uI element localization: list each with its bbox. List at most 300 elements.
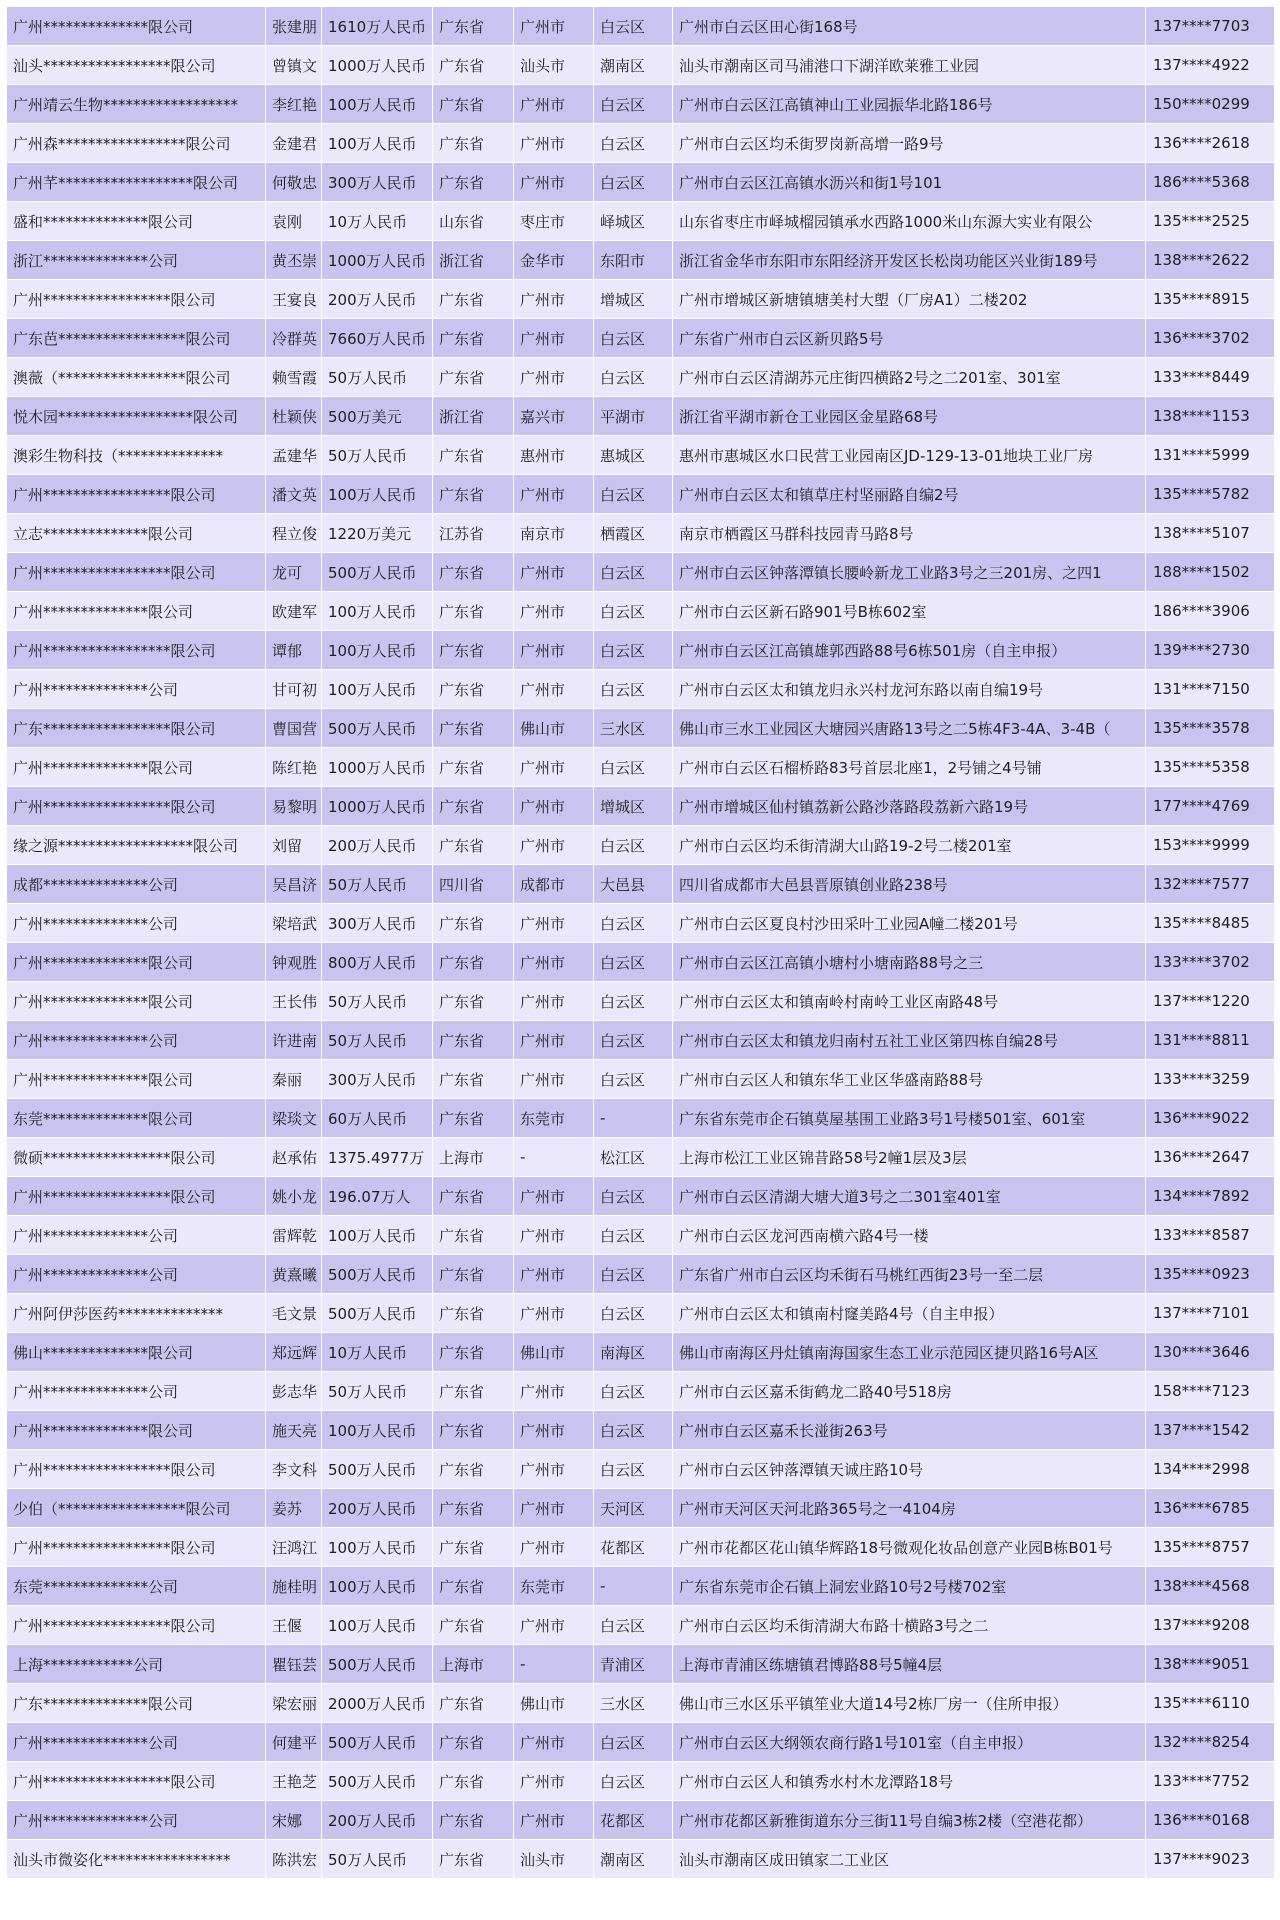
address-cell: 广州市增城区仙村镇荔新公路沙落路段荔新六路19号 [673,787,1146,826]
province-cell: 浙江省 [433,397,514,436]
company-name-cell: 广东芭*****************限公司 [7,319,266,358]
company-name-cell: 广州*****************限公司 [7,1762,266,1801]
city-cell: - [514,1645,594,1684]
province-cell: 广东省 [433,670,514,709]
address-cell: 广州市白云区嘉禾长湴街263号 [673,1411,1146,1450]
province-cell: 广东省 [433,1840,514,1879]
table-row [7,7,1275,46]
table-row [7,982,1275,1021]
table-row [7,163,1275,202]
city-cell: 广州市 [514,85,594,124]
city-cell: 汕头市 [514,46,594,85]
phone-cell: 158****7123 [1146,1372,1275,1411]
province-cell: 四川省 [433,865,514,904]
district-cell: 白云区 [594,1606,673,1645]
registered-capital-cell: 300万人民币 [322,163,433,202]
phone-cell: 135****5358 [1146,748,1275,787]
legal-rep-cell: 姜苏 [266,1489,322,1528]
registered-capital-cell: 1375.4977万 [322,1138,433,1177]
province-cell: 广东省 [433,1762,514,1801]
phone-cell: 136****0168 [1146,1801,1275,1840]
city-cell: 广州市 [514,280,594,319]
table-row [7,1840,1275,1879]
phone-cell: 137****7703 [1146,7,1275,46]
legal-rep-cell: 龙可 [266,553,322,592]
table-row [7,1099,1275,1138]
address-cell: 广州市白云区太和镇草庄村坚丽路自编2号 [673,475,1146,514]
legal-rep-cell: 曾镇文 [266,46,322,85]
address-cell: 广东省广州市白云区新贝路5号 [673,319,1146,358]
registered-capital-cell: 500万人民币 [322,553,433,592]
legal-rep-cell: 赖雪霞 [266,358,322,397]
province-cell: 上海市 [433,1138,514,1177]
registered-capital-cell: 1000万人民币 [322,241,433,280]
city-cell: 广州市 [514,553,594,592]
legal-rep-cell: 许进南 [266,1021,322,1060]
district-cell: 花都区 [594,1528,673,1567]
province-cell: 广东省 [433,319,514,358]
address-cell: 山东省枣庄市峄城榴园镇承水西路1000米山东源大实业有限公 [673,202,1146,241]
address-cell: 广州市白云区太和镇南村窿美路4号（自主申报） [673,1294,1146,1333]
phone-cell: 133****8449 [1146,358,1275,397]
registered-capital-cell: 100万人民币 [322,631,433,670]
phone-cell: 135****8757 [1146,1528,1275,1567]
table-row [7,1450,1275,1489]
registered-capital-cell: 50万人民币 [322,1021,433,1060]
company-name-cell: 广州**************公司 [7,904,266,943]
city-cell: 广州市 [514,1606,594,1645]
province-cell: 广东省 [433,1216,514,1255]
phone-cell: 137****9208 [1146,1606,1275,1645]
registered-capital-cell: 100万人民币 [322,124,433,163]
legal-rep-cell: 冷群英 [266,319,322,358]
address-cell: 广州市白云区江高镇水沥兴和街1号101 [673,163,1146,202]
province-cell: 广东省 [433,1021,514,1060]
registered-capital-cell: 2000万人民币 [322,1684,433,1723]
district-cell: 松江区 [594,1138,673,1177]
company-name-cell: 广州**************公司 [7,1216,266,1255]
district-cell: 白云区 [594,1294,673,1333]
phone-cell: 177****4769 [1146,787,1275,826]
district-cell: 白云区 [594,358,673,397]
table-row [7,1762,1275,1801]
district-cell: 白云区 [594,1762,673,1801]
province-cell: 广东省 [433,631,514,670]
phone-cell: 186****3906 [1146,592,1275,631]
phone-cell: 137****7101 [1146,1294,1275,1333]
phone-cell: 132****7577 [1146,865,1275,904]
phone-cell: 138****9051 [1146,1645,1275,1684]
registered-capital-cell: 500万人民币 [322,1450,433,1489]
registered-capital-cell: 100万人民币 [322,1411,433,1450]
address-cell: 佛山市三水区乐平镇笙业大道14号2栋厂房一（住所申报） [673,1684,1146,1723]
district-cell: 白云区 [594,1411,673,1450]
phone-cell: 133****3259 [1146,1060,1275,1099]
city-cell: 广州市 [514,319,594,358]
legal-rep-cell: 赵承佑 [266,1138,322,1177]
phone-cell: 188****1502 [1146,553,1275,592]
registered-capital-cell: 800万人民币 [322,943,433,982]
phone-cell: 135****8915 [1146,280,1275,319]
registered-capital-cell: 196.07万人 [322,1177,433,1216]
legal-rep-cell: 王长伟 [266,982,322,1021]
district-cell: 峄城区 [594,202,673,241]
legal-rep-cell: 李红艳 [266,85,322,124]
table-row [7,1606,1275,1645]
legal-rep-cell: 吴昌济 [266,865,322,904]
district-cell: 白云区 [594,1450,673,1489]
registered-capital-cell: 500万人民币 [322,1645,433,1684]
city-cell: 广州市 [514,1294,594,1333]
legal-rep-cell: 雷辉乾 [266,1216,322,1255]
table-row [7,826,1275,865]
registered-capital-cell: 200万人民币 [322,280,433,319]
registered-capital-cell: 100万人民币 [322,1606,433,1645]
province-cell: 山东省 [433,202,514,241]
province-cell: 广东省 [433,124,514,163]
city-cell: 汕头市 [514,1840,594,1879]
address-cell: 广州市白云区钟落潭镇天诚庄路10号 [673,1450,1146,1489]
table-row [7,202,1275,241]
province-cell: 广东省 [433,46,514,85]
district-cell: 白云区 [594,592,673,631]
address-cell: 广州市白云区嘉禾街鹤龙二路40号518房 [673,1372,1146,1411]
province-cell: 广东省 [433,1372,514,1411]
table-row [7,1255,1275,1294]
legal-rep-cell: 王宴良 [266,280,322,319]
district-cell: 白云区 [594,85,673,124]
legal-rep-cell: 欧建军 [266,592,322,631]
legal-rep-cell: 梁宏丽 [266,1684,322,1723]
company-name-cell: 广州**************公司 [7,1372,266,1411]
city-cell: 广州市 [514,748,594,787]
address-cell: 汕头市潮南区司马浦港口下湖洋欧莱雅工业园 [673,46,1146,85]
table-row [7,1411,1275,1450]
district-cell: 白云区 [594,319,673,358]
phone-cell: 135****5782 [1146,475,1275,514]
address-cell: 广州市白云区太和镇龙归永兴村龙河东路以南自编19号 [673,670,1146,709]
city-cell: 广州市 [514,631,594,670]
city-cell: 广州市 [514,1372,594,1411]
phone-cell: 186****5368 [1146,163,1275,202]
table-row [7,358,1275,397]
registered-capital-cell: 7660万人民币 [322,319,433,358]
province-cell: 广东省 [433,1567,514,1606]
legal-rep-cell: 程立俊 [266,514,322,553]
registered-capital-cell: 10万人民币 [322,202,433,241]
legal-rep-cell: 施天亮 [266,1411,322,1450]
address-cell: 广州市白云区太和镇南岭村南岭工业区南路48号 [673,982,1146,1021]
city-cell: 广州市 [514,787,594,826]
district-cell: 栖霞区 [594,514,673,553]
company-name-cell: 广州**************限公司 [7,748,266,787]
address-cell: 广州市白云区江高镇小塘村小塘南路88号之三 [673,943,1146,982]
province-cell: 广东省 [433,85,514,124]
district-cell: 白云区 [594,553,673,592]
phone-cell: 138****2622 [1146,241,1275,280]
city-cell: 广州市 [514,1021,594,1060]
district-cell: 白云区 [594,1372,673,1411]
legal-rep-cell: 黄熹曦 [266,1255,322,1294]
district-cell: 青浦区 [594,1645,673,1684]
phone-cell: 135****0923 [1146,1255,1275,1294]
province-cell: 广东省 [433,1060,514,1099]
district-cell: 白云区 [594,1255,673,1294]
table-row [7,1801,1275,1840]
district-cell: 白云区 [594,1021,673,1060]
district-cell: 白云区 [594,475,673,514]
district-cell: 白云区 [594,1216,673,1255]
legal-rep-cell: 姚小龙 [266,1177,322,1216]
legal-rep-cell: 施桂明 [266,1567,322,1606]
district-cell: 增城区 [594,280,673,319]
legal-rep-cell: 曹国营 [266,709,322,748]
phone-cell: 138****1153 [1146,397,1275,436]
legal-rep-cell: 黄丕崇 [266,241,322,280]
phone-cell: 132****8254 [1146,1723,1275,1762]
phone-cell: 133****7752 [1146,1762,1275,1801]
table-body [7,7,1275,1879]
province-cell: 广东省 [433,1450,514,1489]
company-name-cell: 广州**************限公司 [7,7,266,46]
table-row [7,592,1275,631]
company-name-cell: 广州**************公司 [7,1723,266,1762]
legal-rep-cell: 郑远辉 [266,1333,322,1372]
district-cell: 白云区 [594,670,673,709]
legal-rep-cell: 瞿钰芸 [266,1645,322,1684]
company-name-cell: 广州**************限公司 [7,1411,266,1450]
registered-capital-cell: 300万人民币 [322,1060,433,1099]
phone-cell: 136****3702 [1146,319,1275,358]
city-cell: 广州市 [514,592,594,631]
district-cell: 白云区 [594,163,673,202]
company-name-cell: 广州森*****************限公司 [7,124,266,163]
city-cell: 广州市 [514,1216,594,1255]
registered-capital-cell: 100万人民币 [322,85,433,124]
address-cell: 广东省东莞市企石镇上洞宏业路10号2号楼702室 [673,1567,1146,1606]
city-cell: 广州市 [514,826,594,865]
address-cell: 广州市白云区江高镇雄郭西路88号6栋501房（自主申报） [673,631,1146,670]
registered-capital-cell: 10万人民币 [322,1333,433,1372]
table-row [7,670,1275,709]
company-name-cell: 广州**************限公司 [7,982,266,1021]
district-cell: 天河区 [594,1489,673,1528]
legal-rep-cell: 潘文英 [266,475,322,514]
province-cell: 广东省 [433,1333,514,1372]
district-cell: 惠城区 [594,436,673,475]
table-row [7,553,1275,592]
province-cell: 广东省 [433,904,514,943]
address-cell: 上海市青浦区练塘镇君博路88号5幢4层 [673,1645,1146,1684]
table-row [7,1645,1275,1684]
company-name-cell: 广州*****************限公司 [7,1528,266,1567]
district-cell: 花都区 [594,1801,673,1840]
district-cell: 大邑县 [594,865,673,904]
table-row [7,748,1275,787]
company-name-cell: 东莞**************公司 [7,1567,266,1606]
table-row [7,1489,1275,1528]
province-cell: 广东省 [433,280,514,319]
table-row [7,1528,1275,1567]
legal-rep-cell: 孟建华 [266,436,322,475]
table-row [7,436,1275,475]
company-name-cell: 缘之源******************限公司 [7,826,266,865]
table-row [7,1138,1275,1177]
registered-capital-cell: 1610万人民币 [322,7,433,46]
registered-capital-cell: 100万人民币 [322,1567,433,1606]
phone-cell: 153****9999 [1146,826,1275,865]
company-name-cell: 广州**************限公司 [7,592,266,631]
table-row [7,904,1275,943]
address-cell: 汕头市潮南区成田镇家二工业区 [673,1840,1146,1879]
registered-capital-cell: 300万人民币 [322,904,433,943]
company-name-cell: 上海************公司 [7,1645,266,1684]
legal-rep-cell: 易黎明 [266,787,322,826]
legal-rep-cell: 金建君 [266,124,322,163]
registered-capital-cell: 100万人民币 [322,1528,433,1567]
phone-cell: 130****3646 [1146,1333,1275,1372]
table-row [7,241,1275,280]
phone-cell: 136****9022 [1146,1099,1275,1138]
registered-capital-cell: 1220万美元 [322,514,433,553]
company-name-cell: 佛山**************限公司 [7,1333,266,1372]
registered-capital-cell: 50万人民币 [322,865,433,904]
district-cell: 白云区 [594,1723,673,1762]
legal-rep-cell: 李文科 [266,1450,322,1489]
company-name-cell: 澳彩生物科技（************** [7,436,266,475]
address-cell: 广州市白云区清湖苏元庄街四横路2号之二201室、301室 [673,358,1146,397]
province-cell: 广东省 [433,1294,514,1333]
address-cell: 广州市白云区石榴桥路83号首层北座1，2号铺之4号铺 [673,748,1146,787]
city-cell: 广州市 [514,1489,594,1528]
table-row [7,1294,1275,1333]
province-cell: 浙江省 [433,241,514,280]
phone-cell: 136****2618 [1146,124,1275,163]
district-cell: 三水区 [594,709,673,748]
table-row [7,397,1275,436]
province-cell: 广东省 [433,7,514,46]
city-cell: 广州市 [514,1411,594,1450]
address-cell: 广州市白云区清湖大塘大道3号之二301室401室 [673,1177,1146,1216]
address-cell: 广州市白云区田心街168号 [673,7,1146,46]
province-cell: 广东省 [433,1528,514,1567]
table-row [7,1333,1275,1372]
registered-capital-cell: 50万人民币 [322,436,433,475]
legal-rep-cell: 陈红艳 [266,748,322,787]
table-row [7,787,1275,826]
address-cell: 上海市松江工业区锦昔路58号2幢1层及3层 [673,1138,1146,1177]
table-row [7,865,1275,904]
city-cell: 广州市 [514,1762,594,1801]
address-cell: 广州市白云区龙河西南横六路4号一楼 [673,1216,1146,1255]
company-name-cell: 广州**************公司 [7,1021,266,1060]
registered-capital-cell: 200万人民币 [322,1489,433,1528]
city-cell: 成都市 [514,865,594,904]
district-cell: 南海区 [594,1333,673,1372]
company-name-cell: 广州*****************限公司 [7,1606,266,1645]
district-cell: 白云区 [594,1060,673,1099]
district-cell: 白云区 [594,904,673,943]
district-cell: 东阳市 [594,241,673,280]
phone-cell: 134****2998 [1146,1450,1275,1489]
province-cell: 上海市 [433,1645,514,1684]
registered-capital-cell: 500万人民币 [322,1255,433,1294]
table-row [7,1021,1275,1060]
phone-cell: 136****6785 [1146,1489,1275,1528]
phone-cell: 138****4568 [1146,1567,1275,1606]
registered-capital-cell: 50万人民币 [322,358,433,397]
table-row [7,1372,1275,1411]
province-cell: 广东省 [433,592,514,631]
legal-rep-cell: 梁培武 [266,904,322,943]
company-name-cell: 东莞**************限公司 [7,1099,266,1138]
city-cell: 佛山市 [514,1684,594,1723]
company-name-cell: 少伯（*****************限公司 [7,1489,266,1528]
registered-capital-cell: 100万人民币 [322,1216,433,1255]
registered-capital-cell: 1000万人民币 [322,748,433,787]
province-cell: 广东省 [433,358,514,397]
table-row [7,514,1275,553]
address-cell: 广州市白云区太和镇龙归南村五社工业区第四栋自编28号 [673,1021,1146,1060]
legal-rep-cell: 王偃 [266,1606,322,1645]
district-cell: 白云区 [594,7,673,46]
province-cell: 广东省 [433,748,514,787]
company-name-cell: 澳薇（*****************限公司 [7,358,266,397]
legal-rep-cell: 刘留 [266,826,322,865]
registered-capital-cell: 1000万人民币 [322,46,433,85]
phone-cell: 131****7150 [1146,670,1275,709]
city-cell: 广州市 [514,1255,594,1294]
company-name-cell: 广州*****************限公司 [7,1177,266,1216]
district-cell: 白云区 [594,826,673,865]
registered-capital-cell: 1000万人民币 [322,787,433,826]
table-row [7,1177,1275,1216]
province-cell: 广东省 [433,1255,514,1294]
company-name-cell: 广州*****************限公司 [7,787,266,826]
address-cell: 广州市白云区均禾街清湖大布路十横路3号之二 [673,1606,1146,1645]
district-cell: 潮南区 [594,46,673,85]
legal-rep-cell: 杜颖侠 [266,397,322,436]
city-cell: 广州市 [514,904,594,943]
legal-rep-cell: 毛文景 [266,1294,322,1333]
phone-cell: 135****2525 [1146,202,1275,241]
table-row [7,1567,1275,1606]
table-row [7,280,1275,319]
address-cell: 南京市栖霞区马群科技园青马路8号 [673,514,1146,553]
district-cell: 潮南区 [594,1840,673,1879]
address-cell: 广州市白云区均禾街清湖大山路19-2号二楼201室 [673,826,1146,865]
province-cell: 广东省 [433,1411,514,1450]
city-cell: 广州市 [514,1177,594,1216]
phone-cell: 133****8587 [1146,1216,1275,1255]
address-cell: 广州市白云区钟落潭镇长腰岭新龙工业路3号之三201房、之四1 [673,553,1146,592]
province-cell: 江苏省 [433,514,514,553]
table-row [7,319,1275,358]
province-cell: 广东省 [433,826,514,865]
address-cell: 广州市天河区天河北路365号之一4104房 [673,1489,1146,1528]
company-name-cell: 广州阿伊莎医药************** [7,1294,266,1333]
address-cell: 广州市白云区人和镇东华工业区华盛南路88号 [673,1060,1146,1099]
phone-cell: 133****3702 [1146,943,1275,982]
company-name-cell: 悦木园******************限公司 [7,397,266,436]
city-cell: 广州市 [514,475,594,514]
table-row [7,709,1275,748]
company-name-cell: 汕头*****************限公司 [7,46,266,85]
table-row [7,124,1275,163]
legal-rep-cell: 陈洪宏 [266,1840,322,1879]
registered-capital-cell: 60万人民币 [322,1099,433,1138]
table-row [7,1216,1275,1255]
